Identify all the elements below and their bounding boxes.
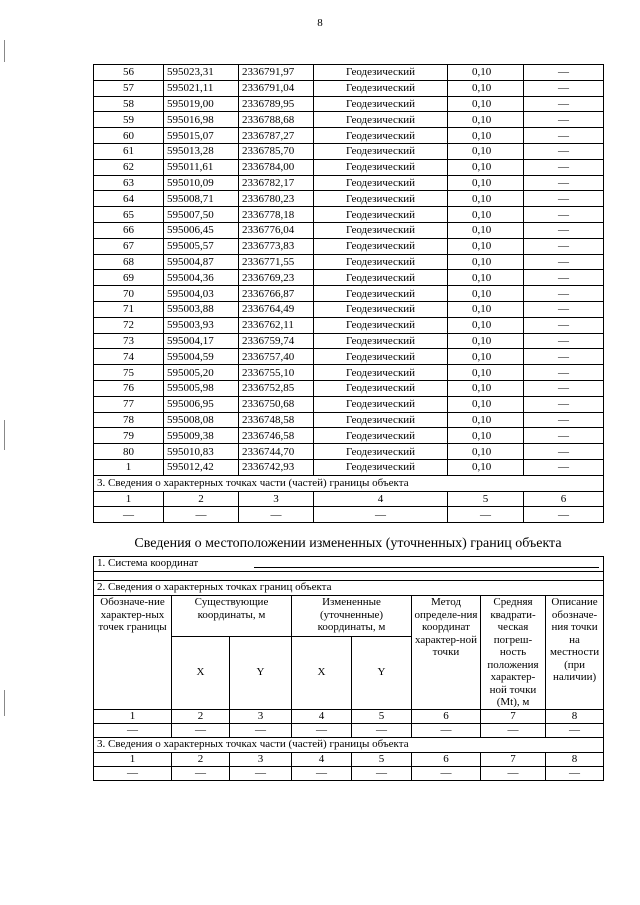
y-coordinate-cell: 2336791,04 (239, 80, 314, 96)
header-method: Метод определе-ния координат характер-ной точки (412, 596, 481, 710)
method-cell: Геодезический (314, 65, 448, 81)
x-coordinate-cell: 595012,42 (164, 459, 239, 475)
y-coordinate-cell: 2336789,95 (239, 96, 314, 112)
table-row (94, 365, 604, 381)
dash-cell: — (164, 507, 239, 523)
y-coordinate-cell: 2336766,87 (239, 286, 314, 302)
dash-cell: — (314, 507, 448, 523)
description-cell: — (524, 96, 604, 112)
description-cell: — (524, 159, 604, 175)
section3-title: 3. Сведения о характерных точках части (частей) границы объекта (94, 737, 604, 752)
y-coordinate-cell: 2336750,68 (239, 396, 314, 412)
accuracy-cell: 0,10 (448, 270, 524, 286)
point-number-cell: 1 (94, 459, 164, 475)
table-row (94, 270, 604, 286)
x-coordinate-cell: 595015,07 (164, 128, 239, 144)
fill-line (254, 567, 599, 568)
table-row (94, 128, 604, 144)
method-cell: Геодезический (314, 143, 448, 159)
point-number-cell: 73 (94, 333, 164, 349)
point-number-cell: 66 (94, 222, 164, 238)
x-coordinate-cell: 595016,98 (164, 112, 239, 128)
y-coordinate-cell: 2336791,97 (239, 65, 314, 81)
header-x: X (292, 636, 352, 709)
method-cell: Геодезический (314, 191, 448, 207)
dash-cell: — (546, 766, 604, 780)
changed-boundaries-title: Сведения о местоположении измененных (уточненных) границ объекта (134, 536, 562, 551)
x-coordinate-cell: 595010,09 (164, 175, 239, 191)
coord-system-row (94, 557, 604, 572)
method-cell: Геодезический (314, 80, 448, 96)
table-row (94, 191, 604, 207)
accuracy-cell: 0,10 (448, 65, 524, 81)
table-row (94, 459, 604, 475)
point-number-cell: 65 (94, 207, 164, 223)
point-number-cell: 60 (94, 128, 164, 144)
table-row (94, 175, 604, 191)
description-cell: — (524, 238, 604, 254)
index-cell: 7 (481, 752, 546, 766)
point-number-cell: 74 (94, 349, 164, 365)
dash-cell: — (230, 723, 292, 737)
description-cell: — (524, 175, 604, 191)
header-x: X (172, 636, 230, 709)
header-accuracy: Средняя квадрати-ческая погреш-ность положения характер-ной точки (Mt), м (481, 596, 546, 710)
x-coordinate-cell: 595003,93 (164, 317, 239, 333)
accuracy-cell: 0,10 (448, 238, 524, 254)
dash-cell: — (94, 723, 172, 737)
accuracy-cell: 0,10 (448, 365, 524, 381)
dash-cell: — (352, 723, 412, 737)
index-cell: 6 (412, 709, 481, 723)
index-row (94, 752, 604, 766)
y-coordinate-cell: 2336771,55 (239, 254, 314, 270)
dash-cell: — (546, 723, 604, 737)
table-row (94, 65, 604, 81)
header-row (94, 596, 604, 637)
accuracy-cell: 0,10 (448, 301, 524, 317)
method-cell: Геодезический (314, 207, 448, 223)
table-row (94, 207, 604, 223)
description-cell: — (524, 412, 604, 428)
method-cell: Геодезический (314, 444, 448, 460)
y-coordinate-cell: 2336742,93 (239, 459, 314, 475)
index-cell: 2 (172, 709, 230, 723)
point-number-cell: 72 (94, 317, 164, 333)
description-cell: — (524, 207, 604, 223)
accuracy-cell: 0,10 (448, 96, 524, 112)
index-cell: 4 (292, 752, 352, 766)
index-cell: 7 (481, 709, 546, 723)
index-cell: 3 (230, 752, 292, 766)
header-y: Y (352, 636, 412, 709)
y-coordinate-cell: 2336780,23 (239, 191, 314, 207)
accuracy-cell: 0,10 (448, 143, 524, 159)
index-cell: 1 (94, 752, 172, 766)
point-number-cell: 57 (94, 80, 164, 96)
x-coordinate-cell: 595013,28 (164, 143, 239, 159)
x-coordinate-cell: 595007,50 (164, 207, 239, 223)
x-coordinate-cell: 595004,87 (164, 254, 239, 270)
x-coordinate-cell: 595006,45 (164, 222, 239, 238)
accuracy-cell: 0,10 (448, 191, 524, 207)
index-cell: 3 (230, 709, 292, 723)
dash-cell: — (172, 723, 230, 737)
dash-cell: — (412, 766, 481, 780)
accuracy-cell: 0,10 (448, 349, 524, 365)
point-number-cell: 76 (94, 380, 164, 396)
y-coordinate-cell: 2336782,17 (239, 175, 314, 191)
y-coordinate-cell: 2336776,04 (239, 222, 314, 238)
dash-cell: — (172, 766, 230, 780)
accuracy-cell: 0,10 (448, 317, 524, 333)
accuracy-cell: 0,10 (448, 396, 524, 412)
table-row (94, 254, 604, 270)
index-cell: 8 (546, 752, 604, 766)
method-cell: Геодезический (314, 270, 448, 286)
index-cell: 2 (172, 752, 230, 766)
method-cell: Геодезический (314, 412, 448, 428)
description-cell: — (524, 365, 604, 381)
description-cell: — (524, 191, 604, 207)
x-coordinate-cell: 595023,31 (164, 65, 239, 81)
y-coordinate-cell: 2336759,74 (239, 333, 314, 349)
description-cell: — (524, 459, 604, 475)
method-cell: Геодезический (314, 222, 448, 238)
section2-title-row (94, 581, 604, 596)
x-coordinate-cell: 595005,98 (164, 380, 239, 396)
y-coordinate-cell: 2336748,58 (239, 412, 314, 428)
method-cell: Геодезический (314, 159, 448, 175)
table-row (94, 112, 604, 128)
y-coordinate-cell: 2336757,40 (239, 349, 314, 365)
method-cell: Геодезический (314, 254, 448, 270)
x-coordinate-cell: 595008,08 (164, 412, 239, 428)
description-cell: — (524, 317, 604, 333)
description-cell: — (524, 301, 604, 317)
method-cell: Геодезический (314, 238, 448, 254)
x-coordinate-cell: 595005,57 (164, 238, 239, 254)
x-coordinate-cell: 595003,88 (164, 301, 239, 317)
x-coordinate-cell: 595006,95 (164, 396, 239, 412)
table-row (94, 159, 604, 175)
index-cell: 1 (94, 491, 164, 507)
point-number-cell: 75 (94, 365, 164, 381)
point-number-cell: 70 (94, 286, 164, 302)
description-cell: — (524, 428, 604, 444)
table-row (94, 349, 604, 365)
y-coordinate-cell: 2336752,85 (239, 380, 314, 396)
x-coordinate-cell: 595009,38 (164, 428, 239, 444)
dash-cell: — (352, 766, 412, 780)
point-number-cell: 64 (94, 191, 164, 207)
accuracy-cell: 0,10 (448, 80, 524, 96)
x-coordinate-cell: 595004,59 (164, 349, 239, 365)
point-number-cell: 59 (94, 112, 164, 128)
y-coordinate-cell: 2336744,70 (239, 444, 314, 460)
description-cell: — (524, 286, 604, 302)
y-coordinate-cell: 2336746,58 (239, 428, 314, 444)
header-description: Описание обозначе-ния точки на местности (при наличии) (546, 596, 604, 710)
index-cell: 5 (352, 709, 412, 723)
table-row (94, 143, 604, 159)
description-cell: — (524, 80, 604, 96)
scan-edge-mark (4, 420, 5, 450)
table-row (94, 238, 604, 254)
x-coordinate-cell: 595004,36 (164, 270, 239, 286)
dash-row (94, 723, 604, 737)
index-cell: 1 (94, 709, 172, 723)
table-row (94, 412, 604, 428)
x-coordinate-cell: 595005,20 (164, 365, 239, 381)
accuracy-cell: 0,10 (448, 207, 524, 223)
method-cell: Геодезический (314, 459, 448, 475)
x-coordinate-cell: 595004,17 (164, 333, 239, 349)
point-number-cell: 69 (94, 270, 164, 286)
y-coordinate-cell: 2336784,00 (239, 159, 314, 175)
table-row (94, 380, 604, 396)
index-cell: 3 (239, 491, 314, 507)
description-cell: — (524, 396, 604, 412)
header-existing-coords: Существующие координаты, м (172, 596, 292, 637)
method-cell: Геодезический (314, 128, 448, 144)
dash-cell: — (292, 723, 352, 737)
index-cell: 5 (352, 752, 412, 766)
table-row (94, 96, 604, 112)
x-coordinate-cell: 595011,61 (164, 159, 239, 175)
method-cell: Геодезический (314, 365, 448, 381)
y-coordinate-cell: 2336762,11 (239, 317, 314, 333)
point-number-cell: 71 (94, 301, 164, 317)
spacer-row (94, 572, 604, 581)
dash-cell: — (230, 766, 292, 780)
scan-edge-mark (4, 690, 5, 716)
point-number-cell: 58 (94, 96, 164, 112)
accuracy-cell: 0,10 (448, 175, 524, 191)
dash-cell: — (412, 723, 481, 737)
dash-cell: — (94, 766, 172, 780)
dash-row (94, 766, 604, 780)
method-cell: Геодезический (314, 396, 448, 412)
description-cell: — (524, 128, 604, 144)
description-cell: — (524, 65, 604, 81)
section3-title-row (94, 475, 604, 491)
section2-title: 2. Сведения о характерных точках границ объекта (94, 581, 604, 596)
description-cell: — (524, 349, 604, 365)
dash-cell: — (481, 723, 546, 737)
index-cell: 4 (314, 491, 448, 507)
point-number-cell: 80 (94, 444, 164, 460)
y-coordinate-cell: 2336769,23 (239, 270, 314, 286)
y-coordinate-cell: 2336773,83 (239, 238, 314, 254)
x-coordinate-cell: 595010,83 (164, 444, 239, 460)
table-row (94, 317, 604, 333)
dash-cell: — (292, 766, 352, 780)
method-cell: Геодезический (314, 175, 448, 191)
index-cell: 6 (412, 752, 481, 766)
accuracy-cell: 0,10 (448, 286, 524, 302)
table-row (94, 80, 604, 96)
header-y: Y (230, 636, 292, 709)
point-number-cell: 77 (94, 396, 164, 412)
description-cell: — (524, 444, 604, 460)
point-number-cell: 67 (94, 238, 164, 254)
table-row (94, 396, 604, 412)
method-cell: Геодезический (314, 349, 448, 365)
accuracy-cell: 0,10 (448, 412, 524, 428)
header-changed-coords: Измененные (уточненные) координаты, м (292, 596, 412, 637)
table-row (94, 428, 604, 444)
method-cell: Геодезический (314, 112, 448, 128)
point-number-cell: 56 (94, 65, 164, 81)
description-cell: — (524, 270, 604, 286)
index-row (94, 491, 604, 507)
point-number-cell: 78 (94, 412, 164, 428)
index-cell: 8 (546, 709, 604, 723)
dash-row (94, 507, 604, 523)
accuracy-cell: 0,10 (448, 128, 524, 144)
point-number-cell: 63 (94, 175, 164, 191)
section3-title: 3. Сведения о характерных точках части (частей) границы объекта (94, 475, 604, 491)
accuracy-cell: 0,10 (448, 380, 524, 396)
y-coordinate-cell: 2336788,68 (239, 112, 314, 128)
index-cell: 5 (448, 491, 524, 507)
changed-boundaries-table (93, 556, 604, 781)
description-cell: — (524, 254, 604, 270)
index-cell: 6 (524, 491, 604, 507)
method-cell: Геодезический (314, 96, 448, 112)
accuracy-cell: 0,10 (448, 333, 524, 349)
dash-cell: — (94, 507, 164, 523)
x-coordinate-cell: 595021,11 (164, 80, 239, 96)
table-row (94, 286, 604, 302)
dash-cell: — (239, 507, 314, 523)
point-number-cell: 61 (94, 143, 164, 159)
point-number-cell: 68 (94, 254, 164, 270)
coordinates-table (93, 64, 604, 523)
dash-cell: — (524, 507, 604, 523)
point-number-cell: 79 (94, 428, 164, 444)
index-cell: 4 (292, 709, 352, 723)
accuracy-cell: 0,10 (448, 444, 524, 460)
description-cell: — (524, 333, 604, 349)
header-designation: Обозначе-ние характер-ных точек границы (94, 596, 172, 710)
y-coordinate-cell: 2336755,10 (239, 365, 314, 381)
method-cell: Геодезический (314, 380, 448, 396)
accuracy-cell: 0,10 (448, 459, 524, 475)
y-coordinate-cell: 2336785,70 (239, 143, 314, 159)
description-cell: — (524, 143, 604, 159)
method-cell: Геодезический (314, 333, 448, 349)
method-cell: Геодезический (314, 317, 448, 333)
table-row (94, 301, 604, 317)
accuracy-cell: 0,10 (448, 112, 524, 128)
accuracy-cell: 0,10 (448, 159, 524, 175)
index-row (94, 709, 604, 723)
y-coordinate-cell: 2336787,27 (239, 128, 314, 144)
x-coordinate-cell: 595004,03 (164, 286, 239, 302)
description-cell: — (524, 380, 604, 396)
x-coordinate-cell: 595008,71 (164, 191, 239, 207)
method-cell: Геодезический (314, 286, 448, 302)
section3-title-row (94, 737, 604, 752)
table-row (94, 444, 604, 460)
accuracy-cell: 0,10 (448, 254, 524, 270)
point-number-cell: 62 (94, 159, 164, 175)
dash-cell: — (481, 766, 546, 780)
scan-edge-mark (4, 40, 5, 62)
description-cell: — (524, 222, 604, 238)
accuracy-cell: 0,10 (448, 222, 524, 238)
accuracy-cell: 0,10 (448, 428, 524, 444)
table-row (94, 222, 604, 238)
x-coordinate-cell: 595019,00 (164, 96, 239, 112)
coord-system-label: 1. Система координат (94, 557, 604, 572)
y-coordinate-cell: 2336778,18 (239, 207, 314, 223)
index-cell: 2 (164, 491, 239, 507)
page-number: 8 (317, 17, 323, 29)
y-coordinate-cell: 2336764,49 (239, 301, 314, 317)
table-row (94, 333, 604, 349)
coordinates-table-body (94, 65, 604, 476)
dash-cell: — (448, 507, 524, 523)
description-cell: — (524, 112, 604, 128)
method-cell: Геодезический (314, 301, 448, 317)
method-cell: Геодезический (314, 428, 448, 444)
